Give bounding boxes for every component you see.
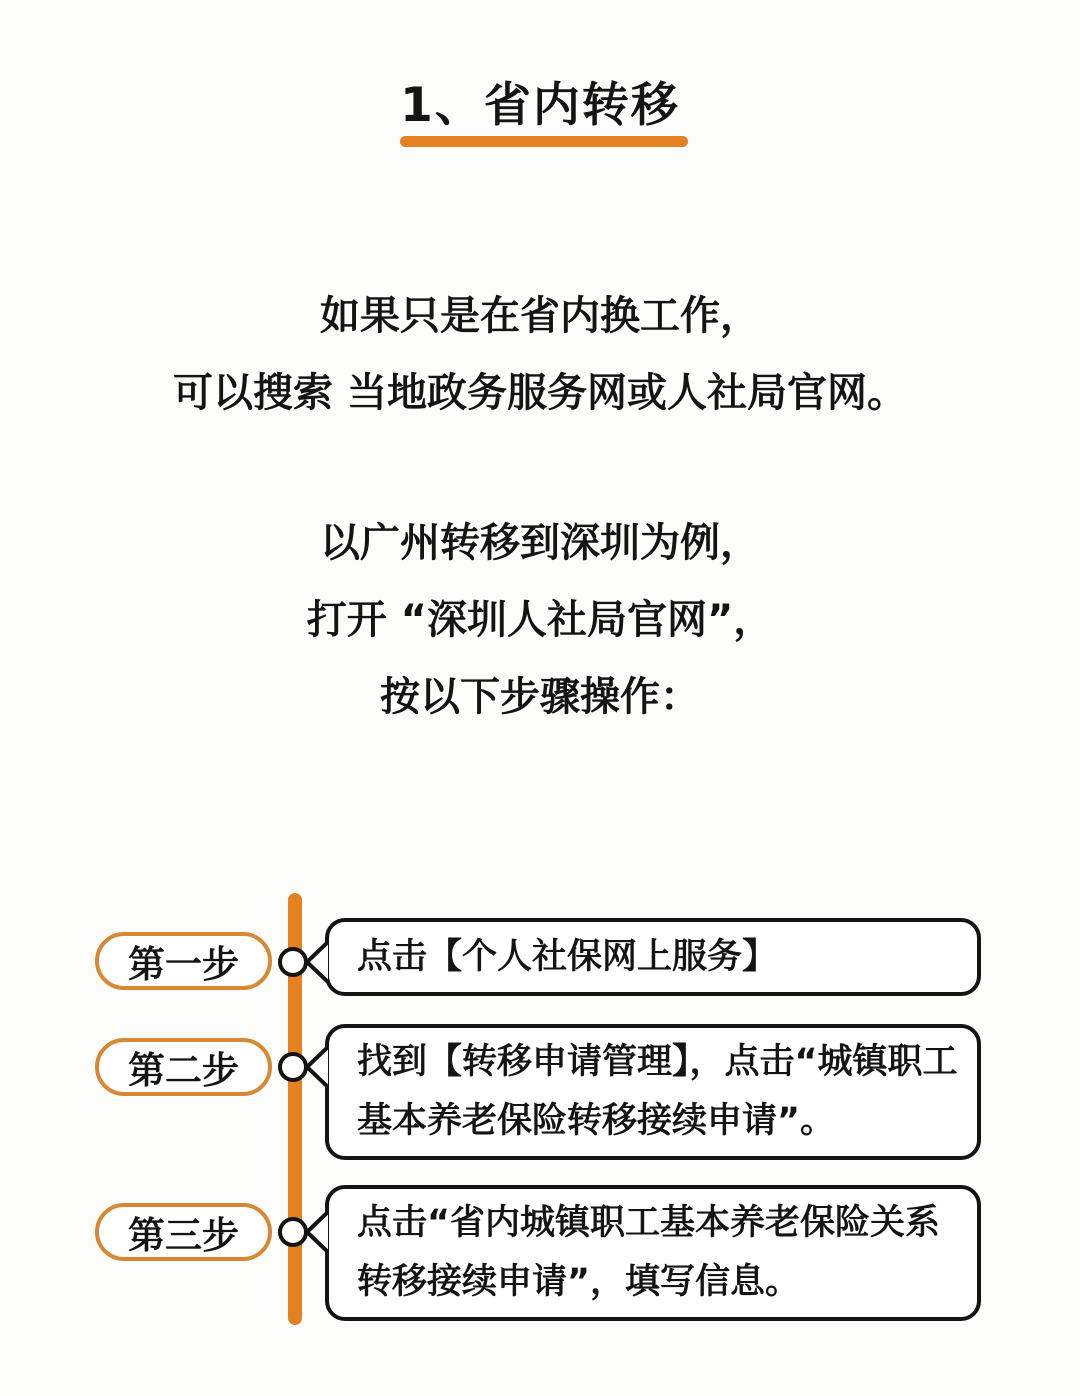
step-1-bubble <box>325 918 981 996</box>
step-2-text-strong: “城镇职工基本养老保险转移接续申请” <box>357 1042 958 1141</box>
intro-paragraph <box>0 278 1080 432</box>
step-3-label: 第三步 <box>128 1214 239 1257</box>
timeline-node-3 <box>278 1217 308 1247</box>
step-1-text-pre: 点击 <box>357 936 428 977</box>
step-1-pill <box>95 932 272 990</box>
step-1-text-strong: 【个人社保网上服务】 <box>427 936 778 977</box>
step-2-text-pre: 找到【转移申请管理】，点击 <box>357 1042 795 1082</box>
step-2-bubble <box>325 1024 981 1160</box>
intro-line-2: 可以搜索 当地政务服务网或人社局官网。 <box>173 370 907 416</box>
step-3-pill <box>95 1203 272 1261</box>
intro-line-1: 如果只是在省内换工作， <box>320 293 760 339</box>
step-2-label: 第二步 <box>128 1049 239 1092</box>
step-3-text <box>329 1194 977 1312</box>
example-line-2: 打开 “深圳人社局官网”， <box>306 597 774 643</box>
step-3-text-strong: “省内城镇职工基本养老保险关系转移接续申请” <box>357 1203 941 1302</box>
title-underline <box>400 136 688 147</box>
step-3-text-pre: 点击 <box>357 1203 428 1243</box>
step-3-bubble <box>325 1185 981 1321</box>
page-title: 1、省内转移 <box>400 78 680 133</box>
example-paragraph <box>0 505 1080 736</box>
timeline-node-1 <box>278 947 308 977</box>
step-1-text <box>329 928 791 987</box>
step-1-label: 第一步 <box>128 943 239 986</box>
step-2-text <box>329 1033 977 1151</box>
timeline-node-2 <box>278 1052 308 1082</box>
step-3-text-post: ，填写信息。 <box>590 1262 801 1302</box>
example-line-3: 按以下步骤操作： <box>380 674 700 720</box>
example-line-1: 以广州转移到深圳为例， <box>320 520 760 566</box>
step-2-pill <box>95 1038 272 1096</box>
step-2-text-post: 。 <box>800 1101 836 1141</box>
